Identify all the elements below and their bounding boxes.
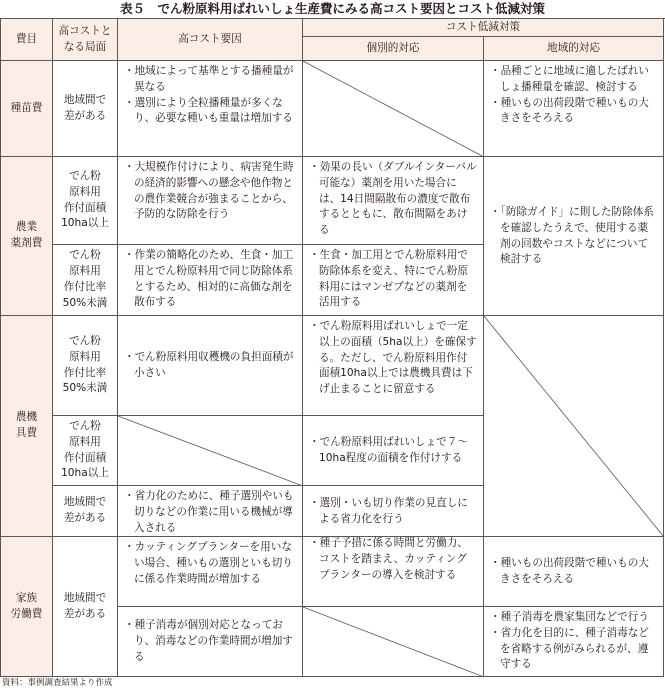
individual-pesticide-1-text: ・効果の長い（ダブルインターバル可能な）薬剤を用いた場合には、14日間隔散布の濃度で散布するとともに、散布間隔をあける bbox=[309, 161, 477, 237]
factor-seed bbox=[118, 61, 303, 157]
source-note: 資料：事例調査結果より作成 bbox=[2, 678, 113, 688]
regional-labor-2 bbox=[484, 607, 664, 677]
factor-machinery-3 bbox=[118, 486, 303, 537]
individual-machinery-2 bbox=[303, 416, 484, 486]
factor-pesticide-1-text: ・大規模作付けにより、病害発生時の経済的影響への懸念や他作物との農作業競合が強まることから、予防的な防除を行う bbox=[124, 161, 294, 221]
factor-machinery-2-empty bbox=[118, 416, 303, 486]
individual-machinery-3-text: ・選別・いも切り作業の見直しによる省力化を行う bbox=[309, 496, 468, 525]
category-seed: 種苗費 bbox=[1, 61, 53, 157]
factor-labor-2-text: ・種子消毒が個別対応となっており、消毒などの作業時間が増加する bbox=[124, 619, 293, 663]
individual-pesticide-1 bbox=[303, 157, 484, 245]
factor-labor-1 bbox=[118, 537, 303, 607]
factor-pesticide-2 bbox=[118, 245, 303, 316]
table-title: 表５ でん粉原料用ばれいしょ生産費にみる高コスト要因とコスト低減対策 bbox=[119, 1, 545, 16]
header-regional: 地域的対応 bbox=[484, 37, 664, 61]
individual-labor-1 bbox=[303, 513, 484, 607]
situation-machinery-1: でん粉 原料用 作付比率 50%未満 bbox=[53, 316, 118, 416]
individual-labor-1-text: ・種子予措に係る時間と労働力、コストを踏まえ、カッティングプランターの導入を検討する bbox=[309, 537, 468, 581]
individual-machinery-2-text: ・でん粉原料用ばれいしょで７～10ha程度の面積を作付けする bbox=[309, 436, 468, 464]
situation-pesticide-1: でん粉 原料用 作付面積 10ha以上 bbox=[53, 157, 118, 245]
situation-labor: 地域間で 差がある bbox=[53, 537, 118, 677]
regional-pesticide bbox=[484, 157, 664, 316]
regional-labor-1 bbox=[484, 537, 664, 607]
cost-table bbox=[0, 18, 665, 677]
factor-seed-1: ・地域によって基準とする播種量が異なる bbox=[124, 65, 294, 93]
individual-pesticide-2-text: ・生食・加工用とでん粉原料用で防除体系を変え、特にでん粉原料用にはマンゼブなどの薬剤を活用する bbox=[309, 249, 468, 309]
individual-machinery-1 bbox=[303, 316, 484, 416]
header-individual: 個別的対応 bbox=[303, 37, 484, 61]
factor-labor-1-text: ・カッティングプランターを用いない場合、種いもの選別といも切りに係る作業時間が増加する bbox=[124, 541, 293, 585]
regional-seed-1: ・品種ごとに地域に適したばれいしょ播種量を確認、検討する bbox=[490, 65, 649, 93]
regional-pesticide-text: ・「防除ガイド」に則した防除体系を確認したうえで、使用する薬剤の回数やコストなどについて検討する bbox=[490, 205, 654, 266]
factor-machinery-1 bbox=[118, 316, 303, 416]
factor-seed-2: ・選別により全粒播種量が多くなり、必要な種いも重量は増加する bbox=[124, 96, 293, 125]
category-labor: 家族 労働費 bbox=[1, 537, 53, 677]
factor-pesticide-1 bbox=[118, 157, 303, 245]
individual-pesticide-2 bbox=[303, 245, 484, 316]
situation-seed: 地域間で 差がある bbox=[53, 61, 118, 157]
situation-machinery-2: でん粉 原料用 作付面積 10ha以上 bbox=[53, 416, 118, 486]
individual-labor-2-empty bbox=[303, 607, 484, 677]
header-factor: 高コスト要因 bbox=[118, 19, 303, 61]
factor-machinery-3-text: ・省力化のために、種子選別やいも切りなどの作業に用いる機械が導入される bbox=[124, 490, 294, 534]
regional-labor-1-text: ・種いもの出荷段階で種いもの大きさをそろえる bbox=[490, 557, 649, 585]
factor-machinery-1-text: ・でん粉原料用収穫機の負担面積が小さい bbox=[124, 351, 294, 379]
situation-machinery-3: 地域間で 差がある bbox=[53, 486, 118, 537]
regional-seed-2: ・種いもの出荷段階で種いもの大きさをそろえる bbox=[490, 96, 649, 125]
regional-machinery-empty bbox=[484, 316, 664, 537]
category-pesticide: 農業 薬剤費 bbox=[1, 157, 53, 316]
factor-labor-2 bbox=[118, 607, 303, 677]
situation-pesticide-2: でん粉 原料用 作付比率 50%未満 bbox=[53, 245, 118, 316]
header-measures: コスト低減対策 bbox=[303, 19, 664, 37]
regional-labor-2-2: ・省力化を目的に、種子消毒などを省略する例がみられるが、遵守する bbox=[490, 626, 649, 671]
header-cost-item: 費目 bbox=[1, 19, 53, 61]
individual-machinery-1-text: ・でん粉原料用ばれいしょで一定以上の面積（5ha以上）を確保する。ただし、でん粉原料用作付面積10ha以上では農機具費は下げ止まることに留意する bbox=[309, 320, 477, 396]
individual-seed-empty bbox=[303, 61, 484, 157]
regional-labor-2-1: ・種子消毒を農家集団などで行う bbox=[490, 611, 649, 623]
header-situation: 高コストと なる局面 bbox=[53, 19, 118, 61]
regional-seed bbox=[484, 61, 664, 157]
factor-pesticide-2-text: ・作業の簡略化のため、生食・加工用とでん粉原料用で同じ防除体系とするため、相対的に高価な剤を散布する bbox=[124, 249, 294, 309]
category-machinery: 農機 具費 bbox=[1, 316, 53, 537]
